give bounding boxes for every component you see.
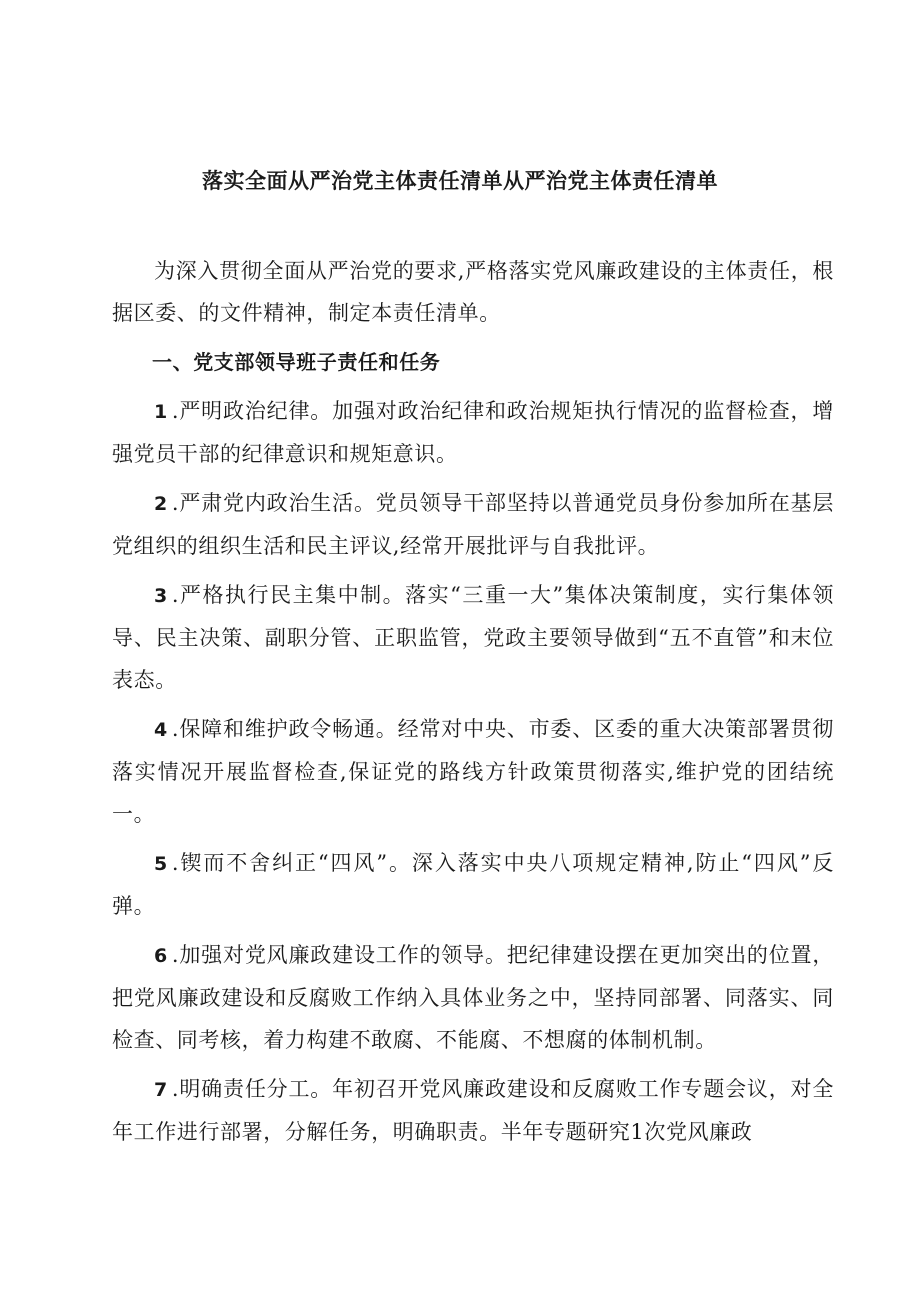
item-number: 6 — [154, 945, 168, 967]
list-item — [112, 574, 834, 701]
item-number: 4 — [154, 719, 168, 741]
item-number: 1 — [154, 401, 168, 423]
list-item — [112, 482, 834, 567]
item-text: .保障和维护政令畅通。经常对中央、市委、区委的重大决策部署贯彻落实情况开展监督检查,保证党的路线方针政策贯彻落实,维护党的团结统一。 — [112, 717, 834, 826]
item-text: .严肃党内政治生活。党员领导干部坚持以普通党员身份参加所在基层党组织的组织生活和民主评议,经常开展批评与自我批评。 — [112, 491, 834, 558]
intro-paragraph: 为深入贯彻全面从严治党的要求,严格落实党风廉政建设的主体责任，根据区委、的文件精神，制定本责任清单。 — [112, 259, 834, 325]
list-item — [112, 390, 834, 475]
item-number: 3 — [154, 585, 168, 607]
document-body — [112, 250, 834, 1160]
item-text: .锲而不舍纠正“四风”。深入落实中央八项规定精神,防止“四风”反弹。 — [112, 851, 834, 918]
list-item — [112, 934, 834, 1061]
item-text: .明确责任分工。年初召开党风廉政建设和反腐败工作专题会议，对全年工作进行部署，分解任务，明确职责。半年专题研究1次党风廉政 — [112, 1077, 834, 1144]
item-text: .严格执行民主集中制。落实“三重一大”集体决策制度，实行集体领导、民主决策、副职分管、正职监管，党政主要领导做到“五不直管”和末位表态。 — [112, 583, 834, 692]
list-item — [112, 708, 834, 835]
list-item — [112, 1068, 834, 1153]
item-text: .严明政治纪律。加强对政治纪律和政治规矩执行情况的监督检查，增强党员干部的纪律意识和规矩意识。 — [112, 399, 834, 466]
list-item — [112, 842, 834, 927]
item-number: 2 — [154, 493, 168, 515]
document-title: 落实全面从严治党主体责任清单从严治党主体责任清单 — [202, 169, 718, 193]
section-heading: 一、党支部领导班子责任和任务 — [152, 350, 441, 374]
item-text: .加强对党风廉政建设工作的领导。把纪律建设摆在更加突出的位置，把党风廉政建设和反腐败工作纳入具体业务之中，坚持同部署、同落实、同检查、同考核，着力构建不敢腐、不能腐、不想腐的体制机制。 — [112, 943, 834, 1052]
item-number: 7 — [154, 1079, 168, 1101]
item-number: 5 — [154, 853, 168, 875]
